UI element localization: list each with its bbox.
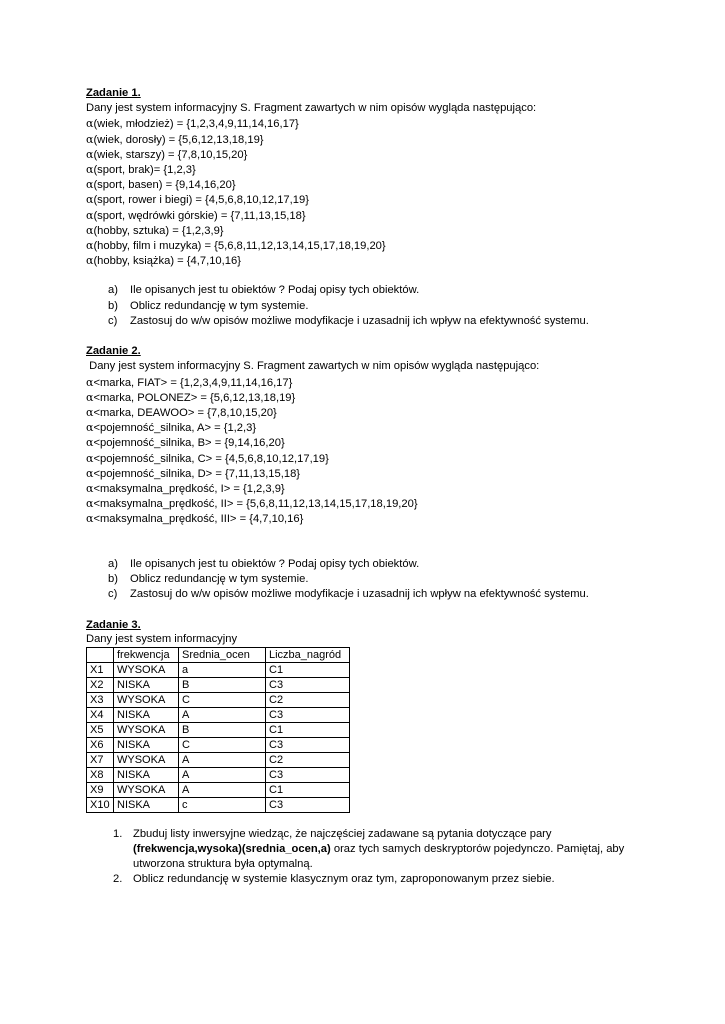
header-cell: frekwencja (114, 647, 179, 662)
table-row (87, 752, 350, 767)
task1-title: Zadanie 1. (86, 87, 141, 99)
table-cell: C2 (266, 752, 350, 767)
question-marker: c) (108, 588, 118, 601)
table-cell: C3 (266, 767, 350, 782)
table-cell: C3 (266, 797, 350, 812)
question-text: Oblicz redundancję w tym systemie. (130, 573, 309, 585)
question-marker: c) (108, 314, 118, 327)
table-cell: WYSOKA (114, 722, 179, 737)
description-line (86, 511, 646, 526)
alpha-symbol: α (86, 481, 94, 495)
table-cell: X7 (87, 752, 114, 767)
table-cell: X3 (87, 692, 114, 707)
question-item (86, 299, 646, 314)
description-line (86, 116, 646, 131)
table-cell: X9 (87, 782, 114, 797)
table-cell: c (179, 797, 266, 812)
description-line (86, 223, 646, 238)
header-cell: Liczba_nagród (266, 647, 350, 662)
question-item (86, 283, 646, 298)
alpha-symbol: α (86, 162, 94, 176)
spacer (86, 602, 646, 617)
table-cell: A (179, 752, 266, 767)
table-row (87, 767, 350, 782)
table-cell: C (179, 692, 266, 707)
table-cell: A (179, 767, 266, 782)
description-line (86, 253, 646, 268)
description-line (86, 496, 646, 511)
table-cell: X4 (87, 707, 114, 722)
question-text: Zbuduj listy inwersyjne wiedząc, że najczęściej zadawane są pytania dotyczące pary (133, 827, 552, 840)
description-line (86, 238, 646, 253)
alpha-symbol: α (86, 178, 94, 192)
description-text: <maksymalna_prędkość, III> = {4,7,10,16} (93, 513, 304, 526)
alpha-symbol: α (86, 193, 94, 207)
table-cell: NISKA (114, 797, 179, 812)
question-item (86, 587, 646, 602)
table-row (87, 692, 350, 707)
alpha-symbol: α (86, 132, 94, 146)
table-row (87, 707, 350, 722)
table-cell: X8 (87, 767, 114, 782)
description-text: (sport, wędrówki górskie) = {7,11,13,15,18} (93, 209, 306, 222)
question-text: Zastosuj do w/w opisów możliwe modyfikacje i uzasadnij ich wpływ na efektywność systemu. (130, 588, 589, 601)
description-line (86, 177, 646, 192)
alpha-symbol: α (86, 451, 94, 465)
alpha-symbol: α (86, 375, 94, 389)
task1-questions (86, 283, 646, 329)
description-text: (hobby, książka) = {4,7,10,16} (93, 255, 241, 268)
description-text: (sport, basen) = {9,14,16,20} (93, 179, 236, 192)
description-line (86, 162, 646, 177)
table-cell: C2 (266, 692, 350, 707)
table-cell: C (179, 737, 266, 752)
alpha-symbol: α (86, 147, 94, 161)
alpha-symbol: α (86, 512, 94, 526)
question-item (86, 872, 646, 887)
alpha-symbol: α (86, 497, 94, 511)
table-row (87, 677, 350, 692)
question-item (86, 827, 646, 873)
description-text: <pojemność_silnika, D> = {7,11,13,15,18} (93, 467, 301, 480)
information-system-table (86, 647, 350, 813)
table-cell: B (179, 722, 266, 737)
description-text: (wiek, młodzież) = {1,2,3,4,9,11,14,16,17} (93, 118, 299, 131)
table-cell: WYSOKA (114, 692, 179, 707)
description-text: (wiek, dorosły) = {5,6,12,13,18,19} (93, 133, 264, 146)
question-text: Zastosuj do w/w opisów możliwe modyfikacje i uzasadnij ich wpływ na efektywność systemu. (130, 314, 589, 327)
description-text: (wiek, starszy) = {7,8,10,15,20} (93, 148, 248, 161)
table-row (87, 662, 350, 677)
table-cell: A (179, 782, 266, 797)
description-text: (hobby, sztuka) = {1,2,3,9} (93, 224, 224, 237)
description-text: <maksymalna_prędkość, II> = {5,6,8,11,12,13,14,15,17,18,19,20} (93, 498, 418, 511)
description-text: (sport, brak)= {1,2,3} (93, 163, 196, 176)
table-row (87, 797, 350, 812)
description-text: (sport, rower i biegi) = {4,5,6,8,10,12,17,19} (93, 194, 309, 207)
question-marker: a) (108, 284, 118, 297)
task1-descriptions (86, 116, 646, 268)
table-cell: X10 (87, 797, 114, 812)
alpha-symbol: α (86, 421, 94, 435)
alpha-symbol: α (86, 238, 94, 252)
description-text: <pojemność_silnika, B> = {9,14,16,20} (93, 437, 285, 450)
task2-descriptions (86, 375, 646, 527)
table-cell: NISKA (114, 677, 179, 692)
question-marker: 2. (113, 873, 123, 886)
description-text: (hobby, film i muzyka) = {5,6,8,11,12,13,14,15,17,18,19,20} (93, 239, 386, 252)
alpha-symbol: α (86, 390, 94, 404)
table-row (87, 737, 350, 752)
question-text: Ile opisanych jest tu obiektów ? Podaj opisy tych obiektów. (130, 557, 420, 570)
document-page (86, 86, 646, 888)
table-cell: B (179, 677, 266, 692)
description-line (86, 451, 646, 466)
table-row (87, 782, 350, 797)
spacer (86, 813, 646, 827)
spacer (86, 526, 646, 541)
description-text: <marka, DEAWOO> = {7,8,10,15,20} (93, 406, 277, 419)
question-item (86, 314, 646, 329)
question-text: Ile opisanych jest tu obiektów ? Podaj opisy tych obiektów. (130, 284, 420, 297)
table-cell: NISKA (114, 737, 179, 752)
question-highlight: (frekwencja,wysoka)(srednia_ocen,a) (133, 842, 331, 855)
description-text: <pojemność_silnika, A> = {1,2,3} (93, 422, 257, 435)
alpha-symbol: α (86, 436, 94, 450)
header-cell: Srednia_ocen (179, 647, 266, 662)
question-marker: b) (108, 573, 118, 585)
table-row (87, 722, 350, 737)
question-item (86, 557, 646, 572)
alpha-symbol: α (86, 466, 94, 480)
question-text: Oblicz redundancję w systemie klasycznym oraz tym, zaproponowanym przez siebie. (133, 873, 555, 886)
description-text: <pojemność_silnika, C> = {4,5,6,8,10,12,17,19} (93, 452, 329, 465)
table-cell: C3 (266, 677, 350, 692)
description-line (86, 420, 646, 435)
table-header-row (87, 647, 350, 662)
task2-questions (86, 557, 646, 603)
question-text: Oblicz redundancję w tym systemie. (130, 299, 309, 312)
task3-questions (86, 827, 646, 888)
description-line (86, 466, 646, 481)
alpha-symbol: α (86, 254, 94, 268)
alpha-symbol: α (86, 208, 94, 222)
table-cell: C1 (266, 782, 350, 797)
table-cell: X6 (87, 737, 114, 752)
description-line (86, 208, 646, 223)
description-line (86, 390, 646, 405)
table-cell: X1 (87, 662, 114, 677)
table-cell: C1 (266, 722, 350, 737)
header-cell (87, 647, 114, 662)
spacer (86, 268, 646, 283)
task1-intro: Dany jest system informacyjny S. Fragment zawartych w nim opisów wygląda następująco: (86, 102, 537, 115)
task3-intro: Dany jest system informacyjny (86, 632, 238, 645)
task2-title: Zadanie 2. (86, 345, 141, 358)
question-marker: 1. (113, 827, 123, 840)
description-line (86, 192, 646, 207)
table-cell: X2 (87, 677, 114, 692)
table-cell: X5 (87, 722, 114, 737)
question-item (86, 572, 646, 587)
task3-title: Zadanie 3. (86, 618, 141, 631)
spacer (86, 542, 646, 557)
table-cell: a (179, 662, 266, 677)
description-line (86, 147, 646, 162)
description-text: <maksymalna_prędkość, I> = {1,2,3,9} (93, 482, 285, 495)
table-cell: C3 (266, 707, 350, 722)
table-cell: WYSOKA (114, 782, 179, 797)
question-marker: a) (108, 557, 118, 570)
table-cell: C3 (266, 737, 350, 752)
alpha-symbol: α (86, 223, 94, 237)
table-cell: WYSOKA (114, 752, 179, 767)
question-marker: b) (108, 299, 118, 312)
table-cell: C1 (266, 662, 350, 677)
task2-intro: Dany jest system informacyjny S. Fragment zawartych w nim opisów wygląda następująco: (86, 360, 540, 373)
description-line (86, 405, 646, 420)
alpha-symbol: α (86, 117, 94, 131)
description-line (86, 435, 646, 450)
description-line (86, 375, 646, 390)
description-text: <marka, POLONEZ> = {5,6,12,13,18,19} (93, 391, 296, 404)
alpha-symbol: α (86, 405, 94, 419)
question-text: oraz tych samych deskryptorów pojedynczo. Pamiętaj, aby utworzona struktura była optymalną. (133, 842, 628, 871)
table-cell: NISKA (114, 767, 179, 782)
table-cell: NISKA (114, 707, 179, 722)
table-cell: A (179, 707, 266, 722)
description-line (86, 132, 646, 147)
description-text: <marka, FIAT> = {1,2,3,4,9,11,14,16,17} (93, 376, 293, 389)
description-line (86, 481, 646, 496)
table-cell: WYSOKA (114, 662, 179, 677)
spacer (86, 329, 646, 344)
